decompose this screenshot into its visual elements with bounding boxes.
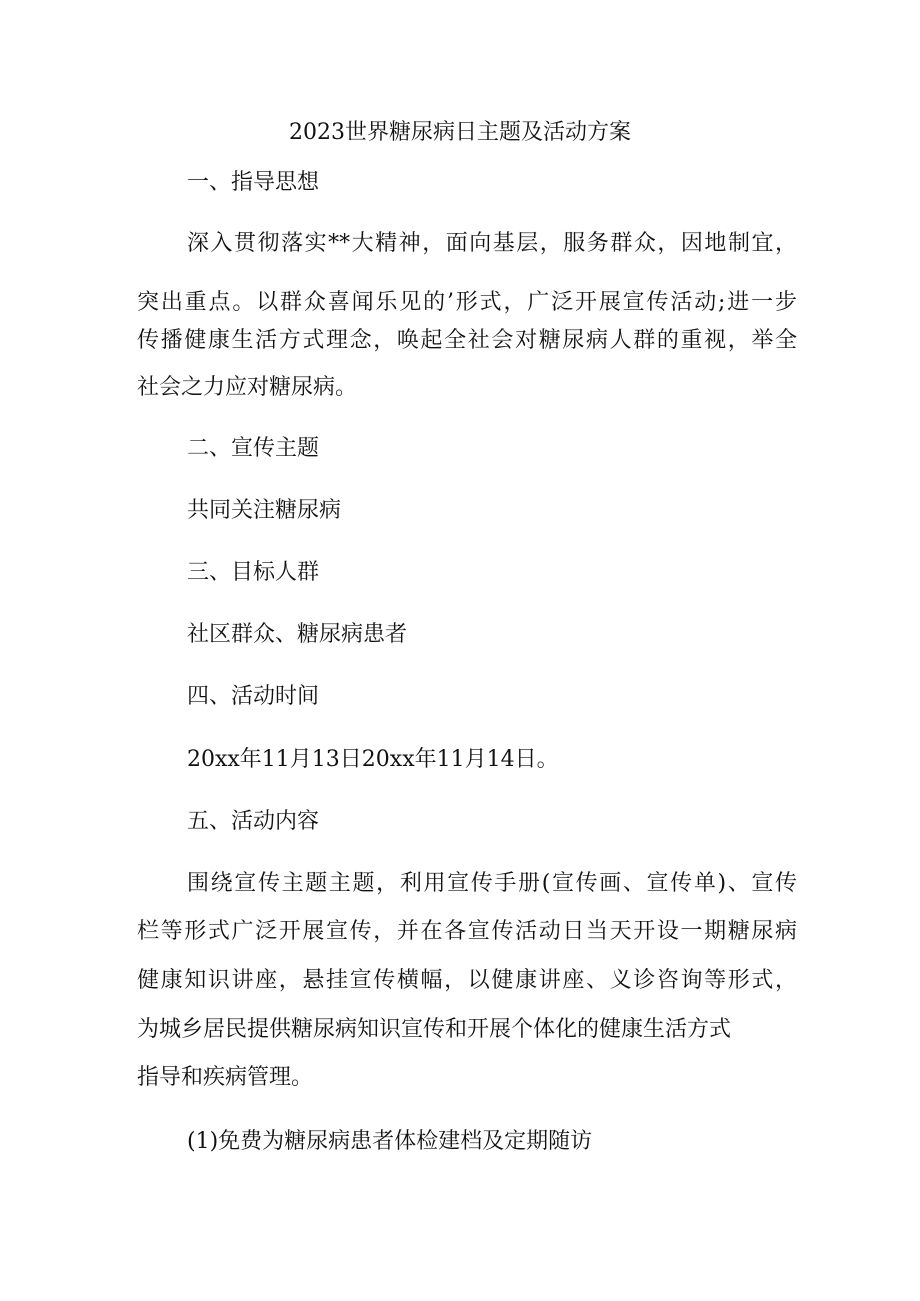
heading-activity-time: 四、活动时间 xyxy=(187,684,320,709)
heading-campaign-theme: 二、宣传主题 xyxy=(187,436,320,461)
target-group-text: 社区群众、糖尿病患者 xyxy=(187,622,408,647)
document-title: 2023世界糖尿病日主题及活动方案 xyxy=(289,120,631,145)
paragraph-line: 社会之力应对糖尿病。 xyxy=(137,375,358,400)
heading-target-group: 三、目标人群 xyxy=(187,560,320,585)
heading-activity-content: 五、活动内容 xyxy=(187,809,320,834)
paragraph-line: 健康知识讲座，悬挂宣传横幅，以健康讲座、义诊咨询等形式， xyxy=(137,968,797,993)
paragraph-line: 围绕宣传主题主题，利用宣传手册(宣传画、宣传单)、宣传 xyxy=(187,871,797,896)
activity-time-text: 20xx年11月13日20xx年11月14日。 xyxy=(187,747,559,772)
campaign-theme-text: 共同关注糖尿病 xyxy=(187,498,342,523)
paragraph-line: 突出重点。以群众喜闻乐见的’形式，广泛开展宣传活动;进一步 xyxy=(137,290,797,315)
paragraph-line: 栏等形式广泛开展宣传，并在各宣传活动日当天开设一期糖尿病 xyxy=(137,919,797,944)
paragraph-line: 传播健康生活方式理念，唤起全社会对糖尿病人群的重视，举全 xyxy=(137,328,797,353)
list-item: (1)免费为糖尿病患者体检建档及定期随访 xyxy=(187,1129,593,1154)
paragraph-line: 为城乡居民提供糖尿病知识宣传和开展个体化的健康生活方式 xyxy=(137,1017,732,1042)
paragraph-line: 指导和疾病管理。 xyxy=(137,1065,314,1090)
paragraph-line: 深入贯彻落实**大精神，面向基层，服务群众，因地制宜， xyxy=(187,231,797,256)
heading-guiding-ideology: 一、指导思想 xyxy=(187,170,320,195)
